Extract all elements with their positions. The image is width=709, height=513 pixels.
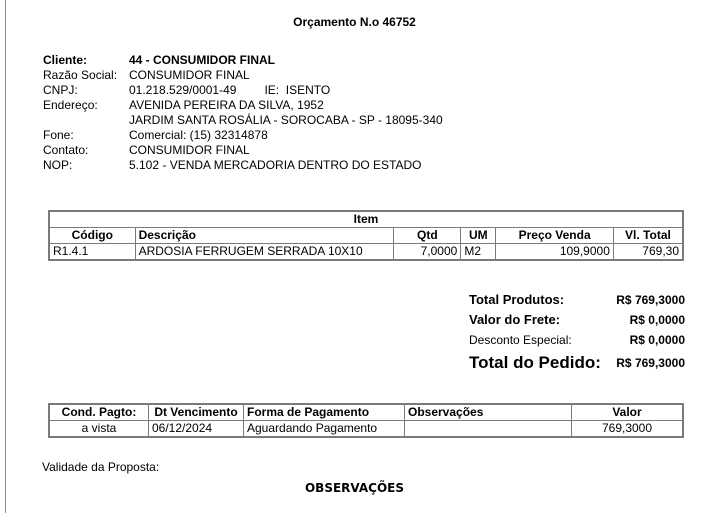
items-table — [48, 210, 684, 261]
desconto-especial-row — [469, 330, 685, 350]
items-caption: Item — [49, 211, 683, 228]
cnpj-row — [43, 83, 443, 98]
desconto-especial-value: R$ 0,0000 — [629, 333, 685, 347]
header-um: UM — [461, 228, 496, 244]
endereco-label: Endereço: — [43, 98, 98, 112]
header-valor: Valor — [572, 404, 684, 421]
endereco-line1: AVENIDA PEREIRA DA SILVA, 1952 — [129, 98, 324, 112]
desconto-especial-label: Desconto Especial: — [469, 333, 572, 347]
cell-dt-vencimento: 06/12/2024 — [149, 421, 244, 438]
table-row — [49, 421, 683, 438]
header-cond-pagto: Cond. Pagto: — [49, 404, 149, 421]
header-qtd: Qtd — [394, 228, 461, 244]
cell-vl-total: 769,30 — [613, 244, 683, 261]
page-left-border — [5, 0, 6, 513]
table-row — [49, 244, 683, 261]
header-descricao: Descrição — [135, 228, 394, 244]
contato-value: CONSUMIDOR FINAL — [129, 143, 250, 157]
payment-table — [48, 403, 684, 438]
payment-header-row — [49, 404, 683, 421]
total-produtos-label: Total Produtos: — [469, 292, 565, 307]
valor-frete-row — [469, 310, 685, 330]
total-pedido-value: R$ 769,3000 — [616, 356, 685, 370]
razao-social-value: CONSUMIDOR FINAL — [129, 68, 250, 82]
endereco-row — [43, 98, 443, 113]
items-caption-row — [49, 211, 683, 228]
document-title: Orçamento N.o 46752 — [293, 15, 416, 29]
cell-cond-pagto: a vista — [49, 421, 149, 438]
client-row — [43, 53, 443, 68]
items-header-row — [49, 228, 683, 244]
valor-frete-label: Valor do Frete: — [469, 312, 561, 327]
ie-value: ISENTO — [285, 83, 331, 97]
cliente-value: 44 - CONSUMIDOR FINAL — [129, 53, 276, 67]
cell-codigo: R1.4.1 — [49, 244, 135, 261]
header-preco-venda: Preço Venda — [496, 228, 614, 244]
validade-proposta-label: Validade da Proposta: — [42, 460, 160, 474]
contato-row — [43, 143, 443, 158]
total-produtos-value: R$ 769,3000 — [616, 293, 685, 307]
total-produtos-row — [469, 290, 685, 310]
cnpj-value: 01.218.529/0001-49 — [129, 83, 237, 97]
cell-observacoes — [405, 421, 572, 438]
header-codigo: Código — [49, 228, 135, 244]
fone-label: Fone: — [43, 128, 74, 142]
header-forma-pagamento: Forma de Pagamento — [244, 404, 405, 421]
cell-qtd: 7,0000 — [394, 244, 461, 261]
endereco-line2: JARDIM SANTA ROSÁLIA - SOROCABA - SP - 18095-340 — [129, 113, 443, 127]
ie-label: IE: — [264, 83, 280, 97]
header-vl-total: Vl. Total — [613, 228, 683, 244]
cliente-label: Cliente: — [43, 53, 88, 67]
header-observacoes: Observações — [405, 404, 572, 421]
razao-social-row — [43, 68, 443, 83]
cell-valor: 769,3000 — [572, 421, 684, 438]
client-info — [43, 53, 443, 173]
cell-descricao: ARDOSIA FERRUGEM SERRADA 10X10 — [135, 244, 394, 261]
razao-social-label: Razão Social: — [43, 68, 118, 82]
cell-um: M2 — [461, 244, 496, 261]
header-dt-vencimento: Dt Vencimento — [149, 404, 244, 421]
observacoes-title: OBSERVAÇÕES — [304, 481, 405, 495]
total-pedido-row — [469, 350, 685, 376]
contato-label: Contato: — [43, 143, 89, 157]
endereco-row-2 — [43, 113, 443, 128]
valor-frete-value: R$ 0,0000 — [629, 313, 685, 327]
cnpj-label: CNPJ: — [43, 83, 78, 97]
fone-row — [43, 128, 443, 143]
total-pedido-label: Total do Pedido: — [469, 353, 601, 372]
cell-preco-venda: 109,9000 — [496, 244, 614, 261]
fone-value: Comercial: (15) 32314878 — [129, 128, 268, 142]
nop-value: 5.102 - VENDA MERCADORIA DENTRO DO ESTADO — [129, 158, 422, 172]
nop-label: NOP: — [43, 158, 73, 172]
cell-forma-pagamento: Aguardando Pagamento — [244, 421, 405, 438]
totals-block — [469, 290, 685, 376]
nop-row — [43, 158, 443, 173]
